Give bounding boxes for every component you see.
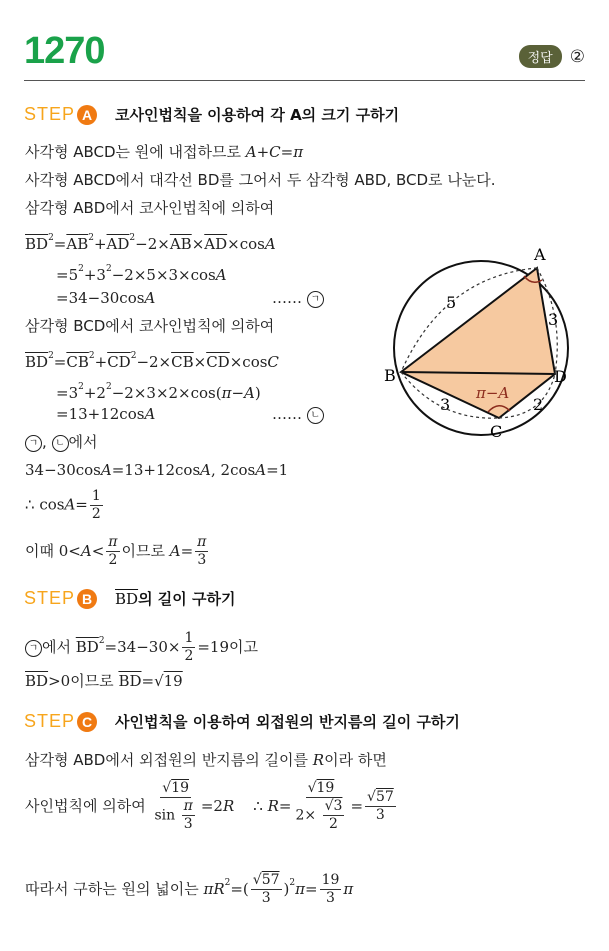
- text-kor: 이므로: [121, 542, 170, 560]
- equation-line: 따라서 구하는 원의 넓이는 $\pi R^2=$( $\frac{√57}{3}$ )$^2$π= $\frac{19}{3}$ π: [25, 872, 354, 906]
- text-line: 삼각형 BCD에서 코사인법칙에 의하여: [25, 317, 275, 335]
- marker-circle: ㄱ: [307, 291, 324, 308]
- equation-line: 이때 0<A< $\frac{\pi}{2}$ 이므로 A= $\frac{\pi}{3}$: [25, 534, 207, 568]
- step-b-title: $\overline{BD}$의 길이 구하기: [115, 590, 236, 608]
- marker-circle: ㄴ: [52, 435, 69, 452]
- marker-circle: ㄴ: [307, 407, 324, 424]
- side-bc-label: 3: [440, 395, 451, 414]
- text-kor: 이때: [25, 542, 59, 560]
- text-line: 삼각형 ABD에서 코사인법칙에 의하여: [25, 199, 275, 217]
- answer-box: [519, 45, 585, 68]
- text-line: [25, 142, 303, 162]
- equation-line: $=3^2+2^2-2\times 3\times 2\times\cos(\pi-A)$: [56, 382, 261, 402]
- text-kor: 이고: [229, 638, 258, 656]
- answer-badge: 정답: [519, 45, 562, 68]
- step-label: STEP: [24, 711, 76, 731]
- equation-line: ∴ cosA= $\frac{1}{2}$: [25, 488, 101, 522]
- equation-line: 34−30cosA=13+12cosA, 2cosA=1: [25, 461, 289, 479]
- equation-marker-2: [272, 404, 324, 424]
- text-line: ㄱ , ㄴ 에서: [25, 432, 98, 452]
- text-kor: 사인법칙에 의하여: [25, 797, 151, 815]
- dots: ……: [272, 289, 302, 307]
- equation-line: 사인법칙에 의하여 √19 sin $\frac{\pi}{3}$ =2R ∴ R= √19 2× $\frac{√3}{2}$ = $\frac{√57}{3}$: [25, 780, 394, 832]
- answer-value: ②: [569, 46, 585, 67]
- step-c-badge: C: [77, 712, 97, 732]
- problem-number: 1270: [24, 30, 105, 72]
- header-divider: [24, 80, 585, 81]
- label-b: B: [384, 366, 396, 385]
- text-kor: 이므로: [70, 672, 119, 690]
- angle-c-label: π−A: [476, 384, 510, 402]
- text-line: [25, 750, 387, 770]
- side-ad-label: 3: [548, 310, 559, 329]
- equation-line: =13+12cosA: [56, 405, 156, 423]
- label-c: C: [490, 422, 503, 441]
- equation-line: $=5^2+3^2-2\times 5\times 3\times\cos A$: [56, 264, 227, 284]
- text-line: 사각형 ABCD에서 대각선 BD를 그어서 두 삼각형 ABD, BCD로 나눈다.: [25, 171, 496, 189]
- dots: ……: [272, 405, 302, 423]
- equation-line: $\overline{BD}>0$이므로 $\overline{BD}=√19$: [25, 672, 183, 690]
- step-a-title: 코사인법칙을 이용하여 각 A의 크기 구하기: [115, 106, 400, 124]
- side-cd-label: 2: [533, 395, 544, 414]
- text-kor: 이라 하면: [324, 751, 387, 769]
- step-c-title: 사인법칙을 이용하여 외접원의 반지름의 길이 구하기: [115, 713, 460, 731]
- step-a-heading: [24, 104, 399, 125]
- step-b-badge: B: [77, 589, 97, 609]
- label-d: D: [554, 367, 567, 386]
- text-kor: 사각형 ABCD는 원에 내접하므로: [25, 143, 246, 161]
- step-label: STEP: [24, 588, 76, 608]
- equation-line: =34−30cosA: [56, 289, 156, 307]
- step-c-heading: [24, 711, 460, 732]
- text-kor: 에서: [68, 433, 98, 451]
- text-kor: 삼각형 ABD에서 외접원의 반지름의 길이를: [25, 751, 313, 769]
- equation-marker-1: [272, 288, 324, 308]
- text-kor: 에서: [42, 638, 76, 656]
- step-label: STEP: [24, 104, 76, 124]
- math-expr: A+C=π: [245, 143, 304, 161]
- equation-line: $\overline{BD}^2=\overline{AB}^2+\overline{AD}^2-2\times\overline{AB}\times\overline{AD}\times\cos A$: [25, 233, 276, 253]
- side-ab-label: 5: [446, 293, 457, 312]
- step-b-heading: [24, 588, 235, 609]
- marker-circle: ㄱ: [25, 640, 42, 657]
- text-kor: 따라서 구하는 원의 넓이는: [25, 880, 204, 898]
- marker-circle: ㄱ: [25, 435, 42, 452]
- equation-line: ㄱ 에서 $\overline{BD}^2=34-30\times$ $\frac{1}{2}$ =19이고: [25, 630, 258, 665]
- equation-line: $\overline{BD}^2=\overline{CB}^2+\overline{CD}^2-2\times\overline{CB}\times\overline{CD}\times\cos C$: [25, 351, 279, 371]
- cyclic-quadrilateral-diagram: [384, 236, 584, 446]
- label-a: A: [534, 245, 546, 264]
- math-var: R: [312, 751, 325, 769]
- step-a-badge: A: [77, 105, 97, 125]
